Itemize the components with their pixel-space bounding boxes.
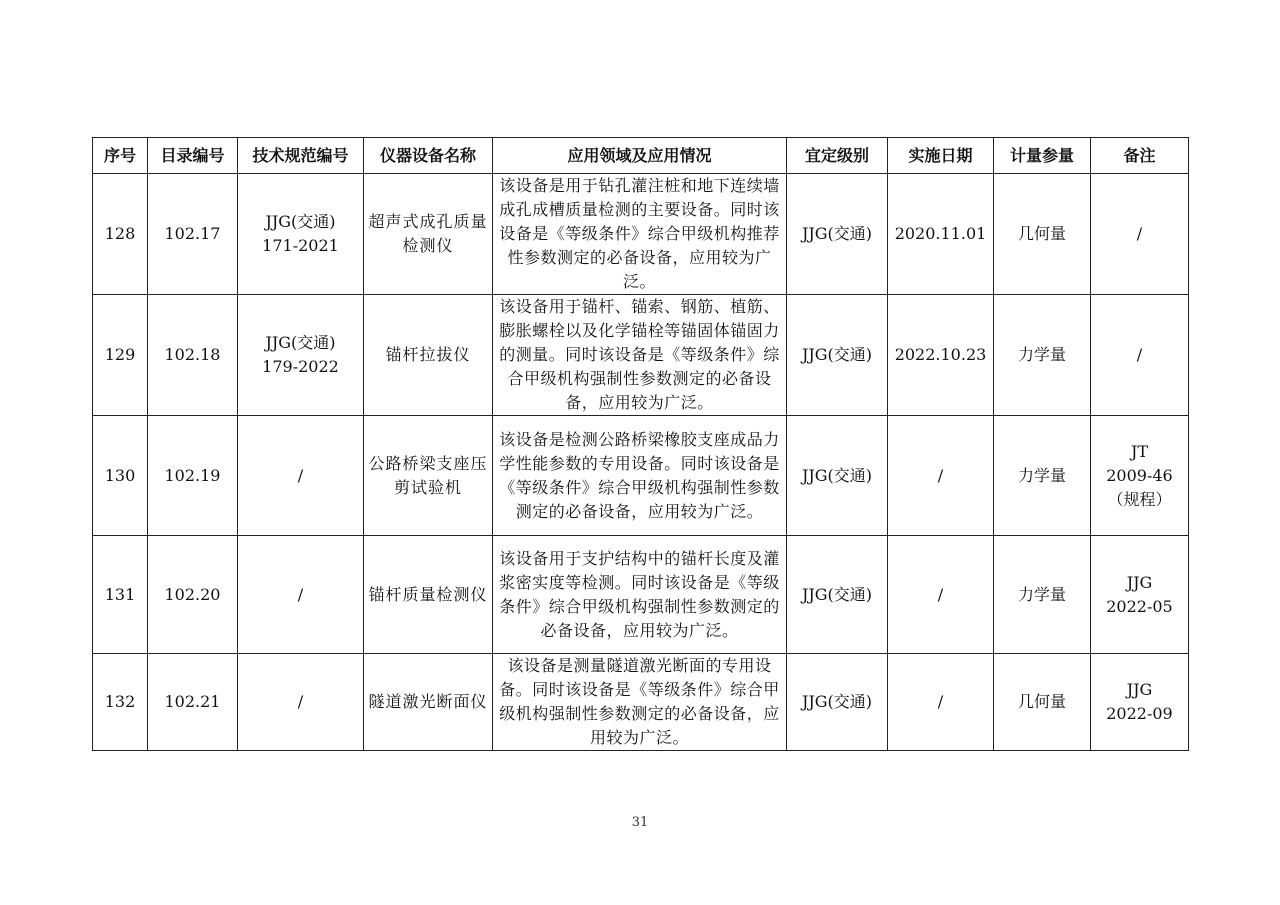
- table-row: [93, 536, 1189, 654]
- cell-spec: /: [238, 654, 364, 751]
- cell-note: JT 2009-46 （规程）: [1091, 416, 1189, 536]
- cell-date: 2022.10.23: [888, 295, 994, 416]
- header-spec: 技术规范编号: [238, 138, 364, 174]
- header-name: 仪器设备名称: [364, 138, 493, 174]
- cell-date: 2020.11.01: [888, 174, 994, 295]
- page-number: 31: [631, 815, 649, 830]
- cell-param: 力学量: [994, 295, 1091, 416]
- cell-seq: 128: [93, 174, 148, 295]
- cell-name: 隧道激光断面仪: [364, 654, 493, 751]
- header-param: 计量参量: [994, 138, 1091, 174]
- cell-spec: JJG(交通) 179-2022: [238, 295, 364, 416]
- cell-seq: 129: [93, 295, 148, 416]
- header-row: [93, 138, 1189, 174]
- table-row: [93, 654, 1189, 751]
- equipment-table: [92, 137, 1189, 751]
- cell-level: JJG(交通): [787, 536, 888, 654]
- cell-desc: 该设备是用于钻孔灌注桩和地下连续墙成孔成槽质量检测的主要设备。同时该设备是《等级条件》综合甲级机构推荐性参数测定的必备设备，应用较为广泛。: [493, 174, 787, 295]
- cell-catalog: 102.20: [148, 536, 238, 654]
- cell-param: 力学量: [994, 416, 1091, 536]
- cell-note: JJG 2022-09: [1091, 654, 1189, 751]
- header-desc: 应用领域及应用情况: [493, 138, 787, 174]
- header-seq: 序号: [93, 138, 148, 174]
- cell-level: JJG(交通): [787, 416, 888, 536]
- cell-catalog: 102.21: [148, 654, 238, 751]
- cell-name: 公路桥梁支座压剪试验机: [364, 416, 493, 536]
- cell-seq: 131: [93, 536, 148, 654]
- cell-note: JJG 2022-05: [1091, 536, 1189, 654]
- cell-spec: /: [238, 416, 364, 536]
- cell-spec: /: [238, 536, 364, 654]
- header-date: 实施日期: [888, 138, 994, 174]
- cell-level: JJG(交通): [787, 174, 888, 295]
- cell-date: /: [888, 654, 994, 751]
- cell-note: /: [1091, 295, 1189, 416]
- cell-spec: JJG(交通) 171-2021: [238, 174, 364, 295]
- cell-date: /: [888, 416, 994, 536]
- cell-catalog: 102.17: [148, 174, 238, 295]
- cell-name: 锚杆质量检测仪: [364, 536, 493, 654]
- table-row: [93, 295, 1189, 416]
- header-note: 备注: [1091, 138, 1189, 174]
- header-level: 宜定级别: [787, 138, 888, 174]
- cell-desc: 该设备是检测公路桥梁橡胶支座成品力学性能参数的专用设备。同时该设备是《等级条件》综合甲级机构强制性参数测定的必备设备，应用较为广泛。: [493, 416, 787, 536]
- cell-seq: 130: [93, 416, 148, 536]
- cell-catalog: 102.18: [148, 295, 238, 416]
- cell-seq: 132: [93, 654, 148, 751]
- cell-param: 几何量: [994, 654, 1091, 751]
- cell-desc: 该设备用于支护结构中的锚杆长度及灌浆密实度等检测。同时该设备是《等级条件》综合甲级机构强制性参数测定的必备设备，应用较为广泛。: [493, 536, 787, 654]
- cell-note: /: [1091, 174, 1189, 295]
- cell-date: /: [888, 536, 994, 654]
- table-row: [93, 416, 1189, 536]
- table-row: [93, 174, 1189, 295]
- cell-desc: 该设备是测量隧道激光断面的专用设备。同时该设备是《等级条件》综合甲级机构强制性参数测定的必备设备，应用较为广泛。: [493, 654, 787, 751]
- cell-param: 几何量: [994, 174, 1091, 295]
- cell-catalog: 102.19: [148, 416, 238, 536]
- cell-param: 力学量: [994, 536, 1091, 654]
- cell-name: 超声式成孔质量检测仪: [364, 174, 493, 295]
- cell-name: 锚杆拉拔仪: [364, 295, 493, 416]
- cell-level: JJG(交通): [787, 654, 888, 751]
- cell-desc: 该设备用于锚杆、锚索、钢筋、植筋、膨胀螺栓以及化学锚栓等锚固体锚固力的测量。同时该设备是《等级条件》综合甲级机构强制性参数测定的必备设备，应用较为广泛。: [493, 295, 787, 416]
- header-catalog: 目录编号: [148, 138, 238, 174]
- cell-level: JJG(交通): [787, 295, 888, 416]
